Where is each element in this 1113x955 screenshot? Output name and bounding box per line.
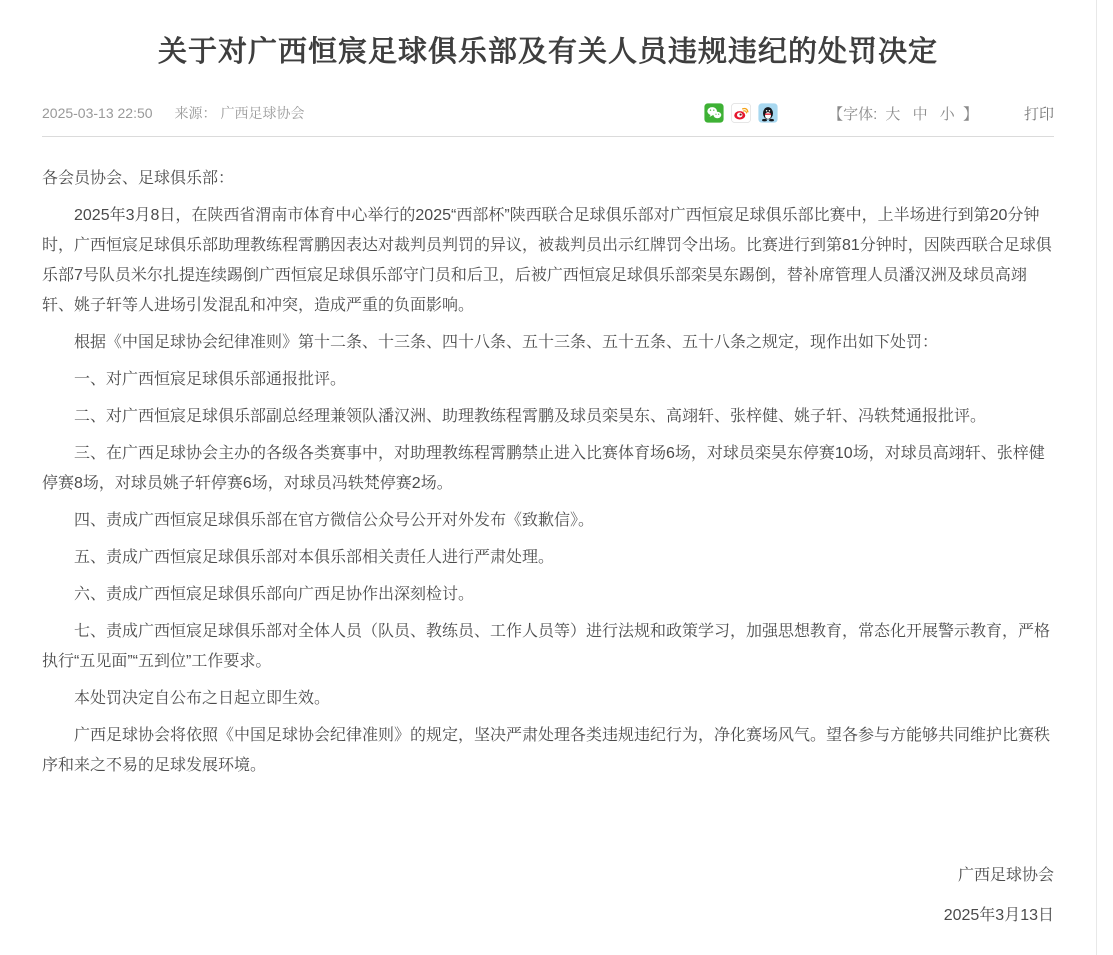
font-size-small-button[interactable]: 小 [939, 105, 955, 123]
article-paragraph: 七、责成广西恒宸足球俱乐部对全体人员（队员、教练员、工作人员等）进行法规和政策学习，加强思想教育，常态化开展警示教育，严格执行“五见面”“五到位”工作要求。 [42, 623, 1051, 670]
page-title: 关于对广西恒宸足球俱乐部及有关人员违规违纪的处罚决定 [157, 36, 938, 68]
article-paragraph: 一、对广西恒宸足球俱乐部通报批评。 [74, 371, 347, 388]
signature-org: 广西足球协会 [957, 867, 1054, 884]
article-header [0, 0, 1096, 124]
meta-left [42, 103, 305, 123]
meta-row [42, 102, 1054, 124]
share-icons [704, 103, 778, 123]
font-size-label-open: 【字体: [828, 105, 878, 123]
article-paragraph: 2025年3月8日，在陕西省渭南市体育中心举行的2025“西部杯”陕西联合足球俱乐部对广西恒宸足球俱乐部比赛中，上半场进行到第20分钟时，广西恒宸足球俱乐部助理教练程霄鹏因表达对裁判员判罚的异议，被裁判员出示红牌罚令出场。比赛进行到第81分钟时，因陕西联合足球俱乐部7号队员米尔扎提连续踢倒广西恒宸足球俱乐部守门员和后卫，后被广西恒宸足球俱乐部栾昊东踢倒，替补席管理人员潘汉洲及球员高翊轩、姚子轩等人进场引发混乱和冲突，造成严重的负面影响。 [42, 207, 1052, 314]
source-label: 来源： [174, 105, 217, 121]
article-paragraph: 广西足球协会将依照《中国足球协会纪律准则》的规定，坚决严肃处理各类违规违纪行为，净化赛场风气。望各参与方能够共同维护比赛秩序和来之不易的足球发展环境。 [42, 727, 1051, 774]
article-paragraph: 二、对广西恒宸足球俱乐部副总经理兼领队潘汉洲、助理教练程霄鹏及球员栾昊东、高翊轩、张梓健、姚子轩、冯轶梵通报批评。 [74, 408, 987, 425]
salutation: 各会员协会、足球俱乐部： [42, 170, 235, 187]
signature-date: 2025年3月13日 [943, 907, 1054, 924]
qq-share-icon[interactable] [758, 103, 778, 123]
meta-right [704, 103, 1054, 124]
article-paragraph: 本处罚决定自公布之日起立即生效。 [74, 690, 331, 707]
font-size-large-button[interactable]: 大 [885, 105, 901, 123]
font-size-medium-button[interactable]: 中 [912, 105, 928, 123]
article-paragraph: 五、责成广西恒宸足球俱乐部对本俱乐部相关责任人进行严肃处理。 [74, 549, 555, 566]
font-size-control [828, 103, 978, 124]
article-paragraph: 六、责成广西恒宸足球俱乐部向广西足协作出深刻检讨。 [74, 586, 475, 603]
print-button[interactable]: 打印 [1023, 105, 1054, 123]
weibo-share-icon[interactable] [731, 103, 751, 123]
publish-datetime: 2025-03-13 22:50 [42, 105, 153, 121]
article-paragraph: 四、责成广西恒宸足球俱乐部在官方微信公众号公开对外发布《致歉信》。 [74, 512, 595, 529]
article-paragraph: 根据《中国足球协会纪律准则》第十二条、十三条、四十八条、五十三条、五十五条、五十八条之规定，现作出如下处罚： [74, 334, 939, 351]
article-body [0, 137, 1096, 781]
wechat-share-icon[interactable] [704, 103, 724, 123]
article-paragraph: 三、在广西足球协会主办的各级各类赛事中，对助理教练程霄鹏禁止进入比赛体育场6场，对球员栾昊东停赛10场，对球员高翊轩、张梓健停赛8场，对球员姚子轩停赛6场，对球员冯轶梵停赛2场。 [42, 445, 1045, 492]
signature-block [0, 861, 1096, 955]
font-size-label-close: 】 [962, 105, 978, 123]
source-name: 广西足球协会 [220, 105, 305, 121]
